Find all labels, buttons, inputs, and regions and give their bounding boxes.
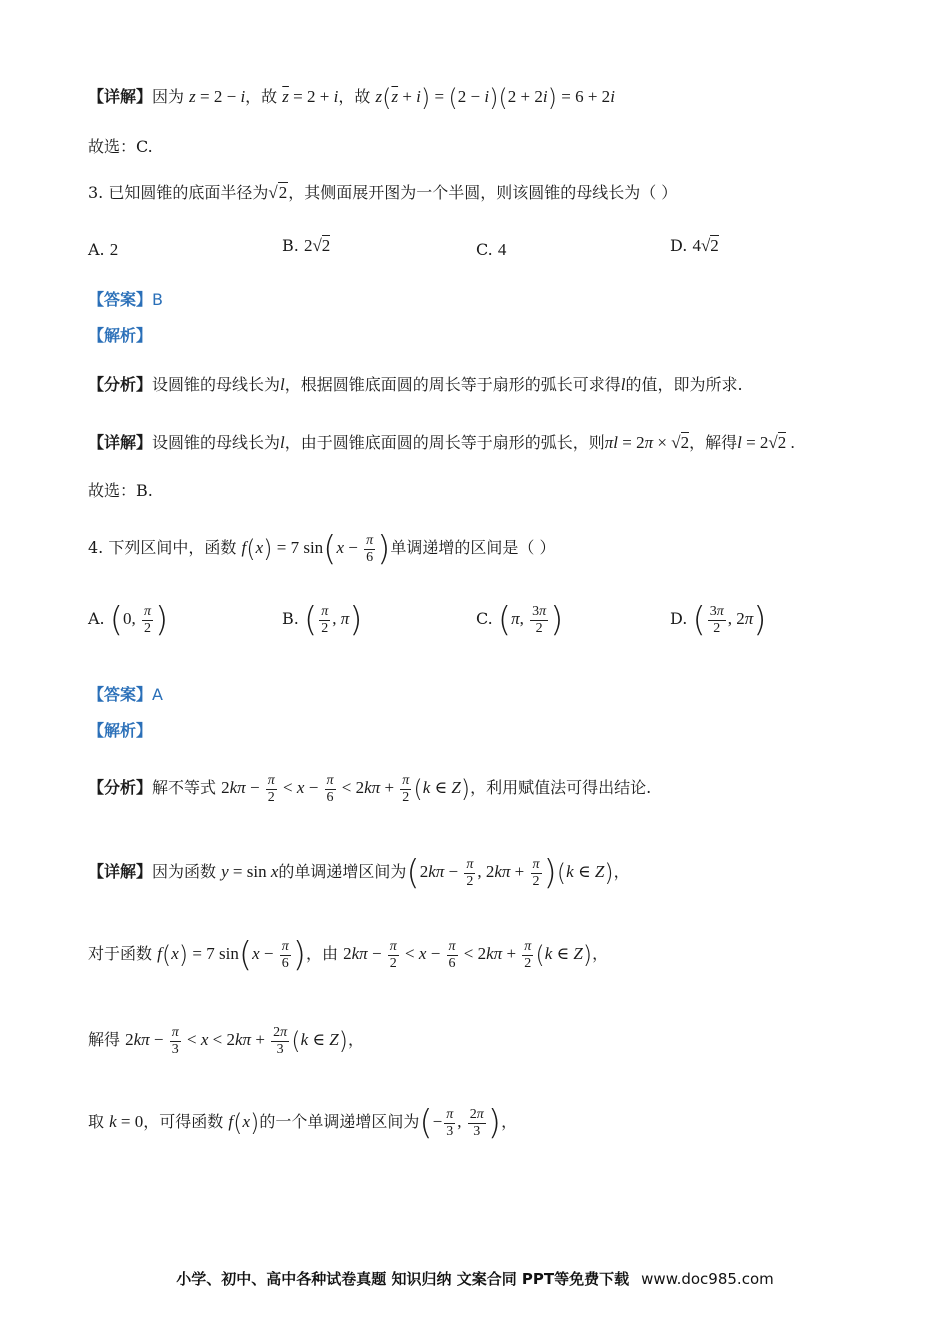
text: ，故: [338, 87, 371, 106]
formula-k0: k = 0: [109, 1112, 144, 1131]
text: ，: [613, 862, 630, 881]
formula-f: f(x) = 7 sin(x − $\frac{\pi}{6}$ ): [157, 935, 307, 976]
detail-line-1: [88, 84, 615, 113]
text: ，: [501, 1112, 518, 1131]
text: 的单调递增区间为: [278, 862, 407, 881]
footer-text: 小学、初中、高中各种试卷真题 知识归纳 文案合同 PPT等免费下载: [176, 1270, 630, 1288]
text: ，: [592, 944, 609, 963]
footer-banner: [0, 1268, 950, 1289]
formula-inequality: 2kπ − $\frac{\pi}{2}$ < x − $\frac{\pi}{6}$ < 2kπ + $\frac{\pi}{2}$ (k ∈ Z): [221, 772, 471, 805]
q3-answer: [88, 289, 163, 311]
q4-option-d[interactable]: [670, 600, 767, 640]
text: 因为: [152, 87, 185, 106]
formula-arc: πl = 2π × √2: [604, 433, 690, 452]
question-4: [88, 526, 555, 571]
formula-interval: (2kπ − $\frac{\pi}{2}$ , 2kπ + $\frac{\pi}{2}$ )(k ∈ Z): [406, 853, 614, 894]
text: ，由: [306, 944, 339, 963]
formula-zbar: $\overline{z} = 2 + i$: [282, 87, 339, 106]
option-value: ( $\frac{\pi}{2}$ , π): [303, 600, 363, 640]
analysis-tag: 【分析】: [88, 778, 153, 797]
q3-jiexi: 【解析】: [88, 326, 153, 345]
formula-solution: 2kπ − $\frac{\pi}{3}$ < x < 2kπ + $\frac{2\pi}{3}$ (k ∈ Z): [125, 1024, 349, 1057]
formula-sin: y = sin x: [221, 862, 279, 881]
text: 设圆锥的母线长为: [152, 375, 281, 394]
q4-option-a[interactable]: [88, 600, 168, 640]
answer-value: A: [152, 685, 163, 704]
q3-analysis: [88, 374, 743, 396]
answer-choice-b: 故选：B.: [88, 481, 153, 500]
formula-result: l = 2√2 .: [737, 433, 795, 452]
question-text: 3. 已知圆锥的底面半径为: [88, 183, 269, 202]
analysis-tag: 【分析】: [88, 375, 153, 394]
detail-tag: 【详解】: [88, 87, 153, 106]
q4-option-c[interactable]: [476, 600, 563, 640]
option-label: C.: [476, 240, 493, 259]
text: 因为函数: [152, 862, 217, 881]
text: ，: [348, 1030, 365, 1049]
text: 解不等式: [152, 778, 217, 797]
option-value: 2: [109, 240, 119, 259]
footer-link[interactable]: www.doc985.com: [641, 1270, 774, 1288]
option-value: ( $\frac{3\pi}{2}$ , 2π): [692, 600, 767, 640]
q3-option-c[interactable]: [476, 240, 506, 260]
var-l: l: [280, 433, 285, 452]
q4-detail-3: [88, 1018, 364, 1063]
formula-product: $z(\overline{z} + i) = (2 - i)(2 + 2i) = 6 + 2i$: [375, 84, 615, 113]
q3-detail: [88, 432, 795, 454]
text: 解得: [88, 1030, 121, 1049]
q4-option-b[interactable]: [282, 600, 363, 640]
formula-f: f(x) = 7 sin(x − $\frac{\pi}{6}$ ): [241, 529, 391, 570]
answer-choice-c: 故选：C.: [88, 137, 153, 156]
q4-detail-1: [88, 850, 630, 895]
option-label: A.: [88, 608, 105, 628]
answer-label: 【答案】: [88, 290, 153, 309]
q4-detail-2: [88, 932, 608, 977]
q3-option-b[interactable]: [282, 236, 330, 256]
var-l: l: [280, 375, 285, 394]
text: ，利用赋值法可得出结论.: [470, 778, 652, 797]
text: 取: [88, 1112, 105, 1131]
text: ，根据圆锥底面圆的周长等于扇形的弧长可求得: [284, 375, 621, 394]
option-label: D.: [670, 608, 688, 628]
option-label: D.: [670, 236, 688, 255]
question-text-2: 单调递增的区间是（ ）: [390, 538, 556, 557]
option-label: A.: [88, 240, 105, 259]
option-label: B.: [282, 608, 299, 628]
option-value: (0, $\frac{\pi}{2}$ ): [109, 600, 169, 640]
q4-jiexi: 【解析】: [88, 721, 153, 740]
question-text: 4. 下列区间中，函数: [88, 538, 237, 557]
sqrt2: √2: [268, 183, 288, 202]
text: ，故: [245, 87, 278, 106]
option-value: (π, $\frac{3\pi}{2}$ ): [497, 600, 564, 640]
q3-option-d[interactable]: [670, 236, 719, 256]
formula-z: z = 2 − i: [189, 87, 246, 106]
text: ，可得函数: [143, 1112, 224, 1131]
formula-inequality: 2kπ − $\frac{\pi}{2}$ < x − $\frac{\pi}{6}$ < 2kπ + $\frac{\pi}{2}$ (k ∈ Z): [343, 938, 593, 971]
text: ，解得: [689, 433, 738, 452]
q4-analysis: [88, 766, 651, 811]
option-value: 2√2: [303, 236, 331, 255]
option-label: C.: [476, 608, 493, 628]
q3-option-a[interactable]: [88, 240, 118, 260]
text: ，由于圆锥底面圆的周长等于扇形的弧长，则: [284, 433, 605, 452]
text: 的一个单调递增区间为: [259, 1112, 420, 1131]
q4-answer: [88, 684, 163, 706]
question-3: [88, 182, 677, 204]
q4-detail-4: [88, 1100, 517, 1145]
option-value: 4√2: [692, 236, 719, 255]
text: 对于函数: [88, 944, 153, 963]
formula-fx: f(x): [228, 1109, 260, 1138]
text: 设圆锥的母线长为: [152, 433, 281, 452]
option-value: 4: [497, 240, 507, 259]
answer-label: 【答案】: [88, 685, 153, 704]
option-label: B.: [282, 236, 299, 255]
question-text-2: ，其侧面展开图为一个半圆，则该圆锥的母线长为（ ）: [288, 183, 678, 202]
detail-tag: 【详解】: [88, 433, 153, 452]
formula-result-interval: (− $\frac{\pi}{3}$ , $\frac{2\pi}{3}$ ): [419, 1103, 502, 1144]
detail-tag: 【详解】: [88, 862, 153, 881]
var-l: l: [620, 375, 626, 394]
answer-value: B: [152, 290, 163, 309]
text: 的值，即为所求.: [625, 375, 743, 394]
